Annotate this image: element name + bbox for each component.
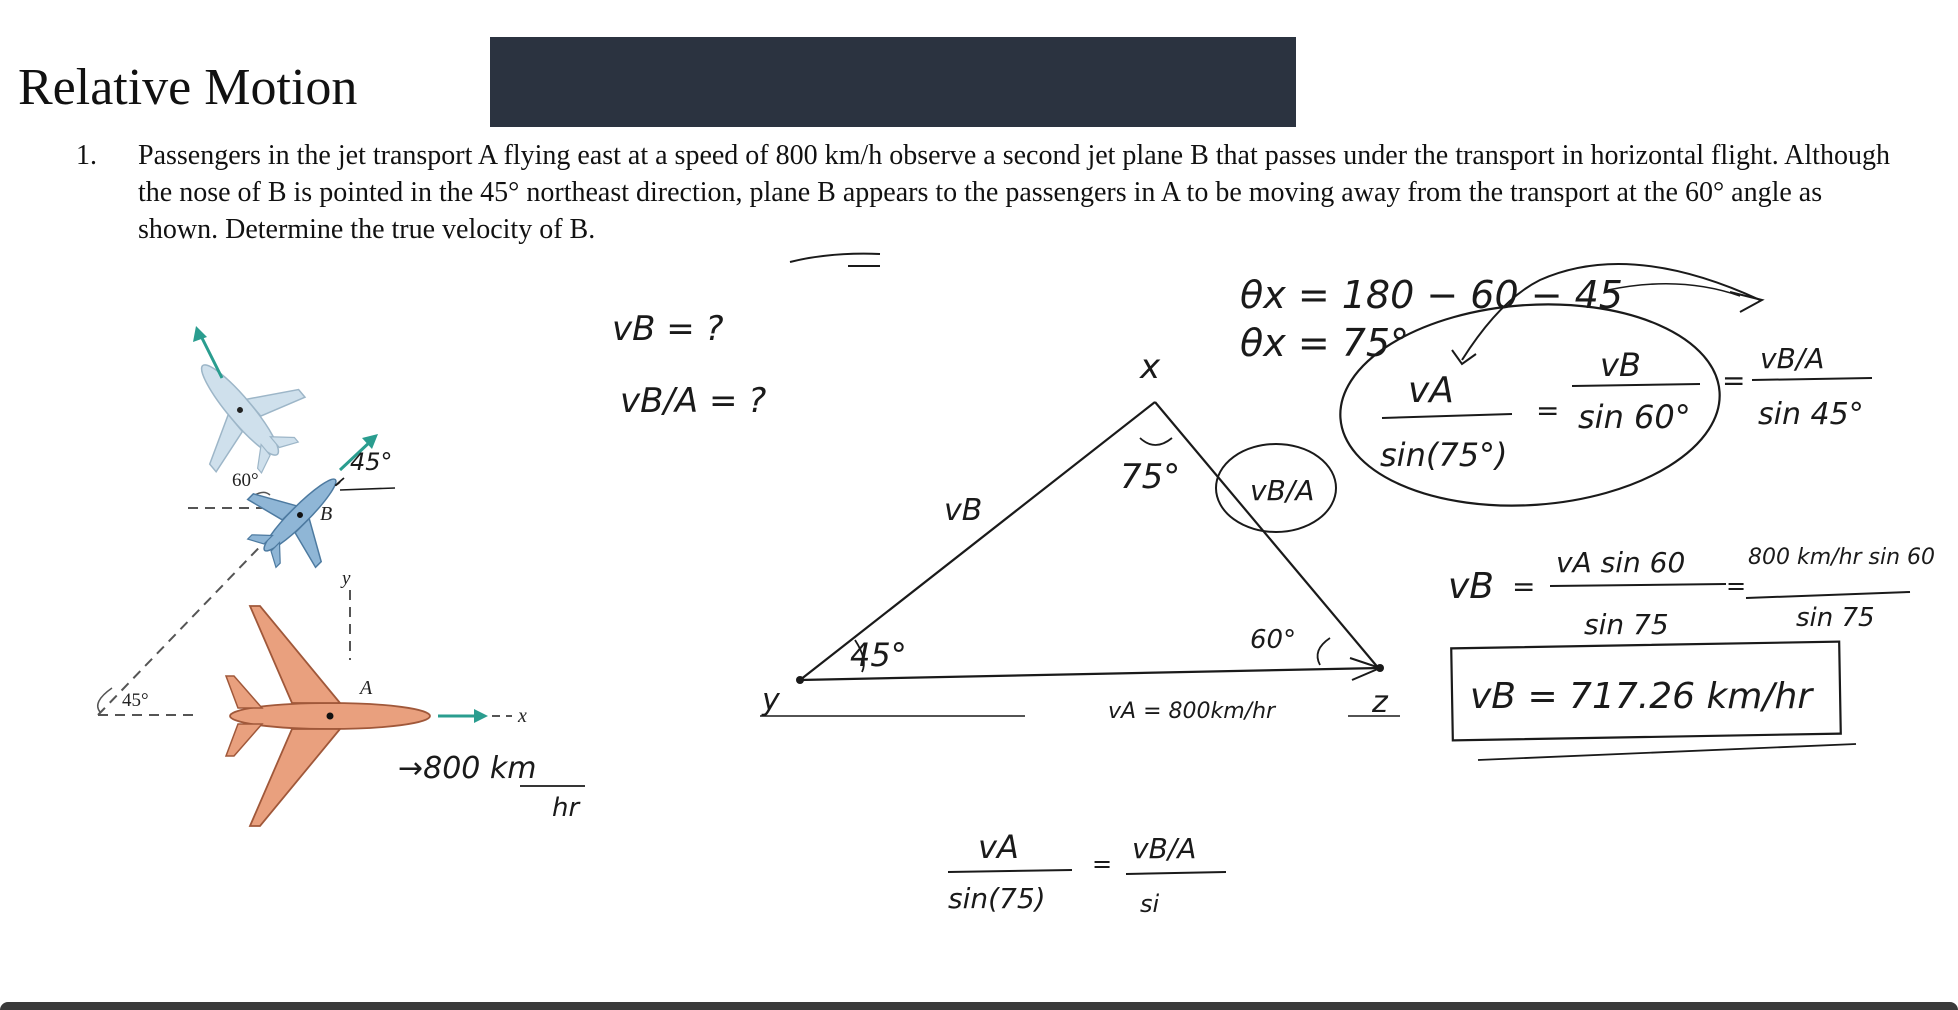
plane-b-icon (228, 446, 369, 587)
eq-sign-2: = (1722, 364, 1746, 397)
base-va-label: vA = 800km/hr (1108, 699, 1276, 724)
plane-b-label: B (320, 503, 333, 525)
y-axis-label: y (342, 568, 351, 589)
x-axis-label: x (518, 705, 527, 727)
bottom-ratio-right-den: si (1140, 890, 1160, 918)
angle-45-label: 45° (122, 690, 149, 711)
bottom-eq: = (1092, 850, 1113, 878)
ratio1-denominator: sin(75°) (1380, 436, 1508, 474)
frac1-denominator: sin 75 (1584, 608, 1669, 641)
plane-a-icon (226, 606, 430, 826)
answer-text: vB = 717.26 km/hr (1470, 676, 1813, 717)
eq-sign-3: = (1512, 570, 1536, 603)
vertex-y-label: y (762, 683, 780, 718)
problem-number: 1. (76, 140, 97, 171)
frac2-numerator: 800 km/hr sin 60 (1748, 545, 1936, 570)
theta-calc-2: θx = 75° (1240, 321, 1410, 365)
apex-x-label: x (1140, 347, 1161, 387)
vb-lhs: vB (1448, 566, 1495, 607)
angle-60-triangle: 60° (1250, 625, 1297, 655)
slide-title: Relative Motion (18, 59, 358, 116)
bottom-ratio-right-num: vB/A (1132, 832, 1197, 865)
angle-45-triangle: 45° (850, 636, 907, 674)
note-speed-arrow: →800 km (398, 751, 537, 786)
ratio1-numerator: vA (1408, 370, 1454, 411)
angle-60-label: 60° (232, 470, 259, 491)
problem-text: Passengers in the jet transport A flying east at a speed of 800 km/h observe a second jet plane B that passes under the transport in horizontal flight. Although the nose of B is pointed in the 45° northeast direction, plane B appears to the passengers in A to be moving away from the transport at the 60° angle as shown. Determine the true velocity of B. (138, 140, 1890, 245)
frac1-numerator: vA sin 60 (1556, 546, 1686, 579)
note-vba-unknown: vB/A = ? (620, 381, 767, 421)
side-vba-label: vB/A (1250, 474, 1315, 507)
frac2-denominator: sin 75 (1796, 603, 1875, 633)
ratio3-numerator: vB/A (1760, 342, 1825, 375)
apex-angle-75: 75° (1120, 457, 1181, 497)
note-vb-unknown: vB = ? (612, 309, 724, 349)
ratio3-denominator: sin 45° (1758, 397, 1864, 432)
note-speed-unit: hr (552, 793, 580, 823)
bottom-ratio-left-num: vA (978, 828, 1019, 866)
vertex-z-label: z (1372, 685, 1388, 720)
side-vb-label: vB (944, 493, 983, 528)
eq-sign-1: = (1536, 394, 1560, 427)
ratio2-numerator: vB (1600, 346, 1641, 384)
eq-sign-4: = (1726, 572, 1747, 600)
plane-a-label: A (360, 677, 373, 699)
theta-calc-1: θx = 180 − 60 − 45 (1240, 273, 1623, 317)
note-45-deg: 45° (350, 448, 393, 476)
bottom-ratio-left-den: sin(75) (948, 882, 1046, 915)
ratio2-denominator: sin 60° (1578, 398, 1691, 436)
bottom-bar (0, 1002, 1958, 1010)
